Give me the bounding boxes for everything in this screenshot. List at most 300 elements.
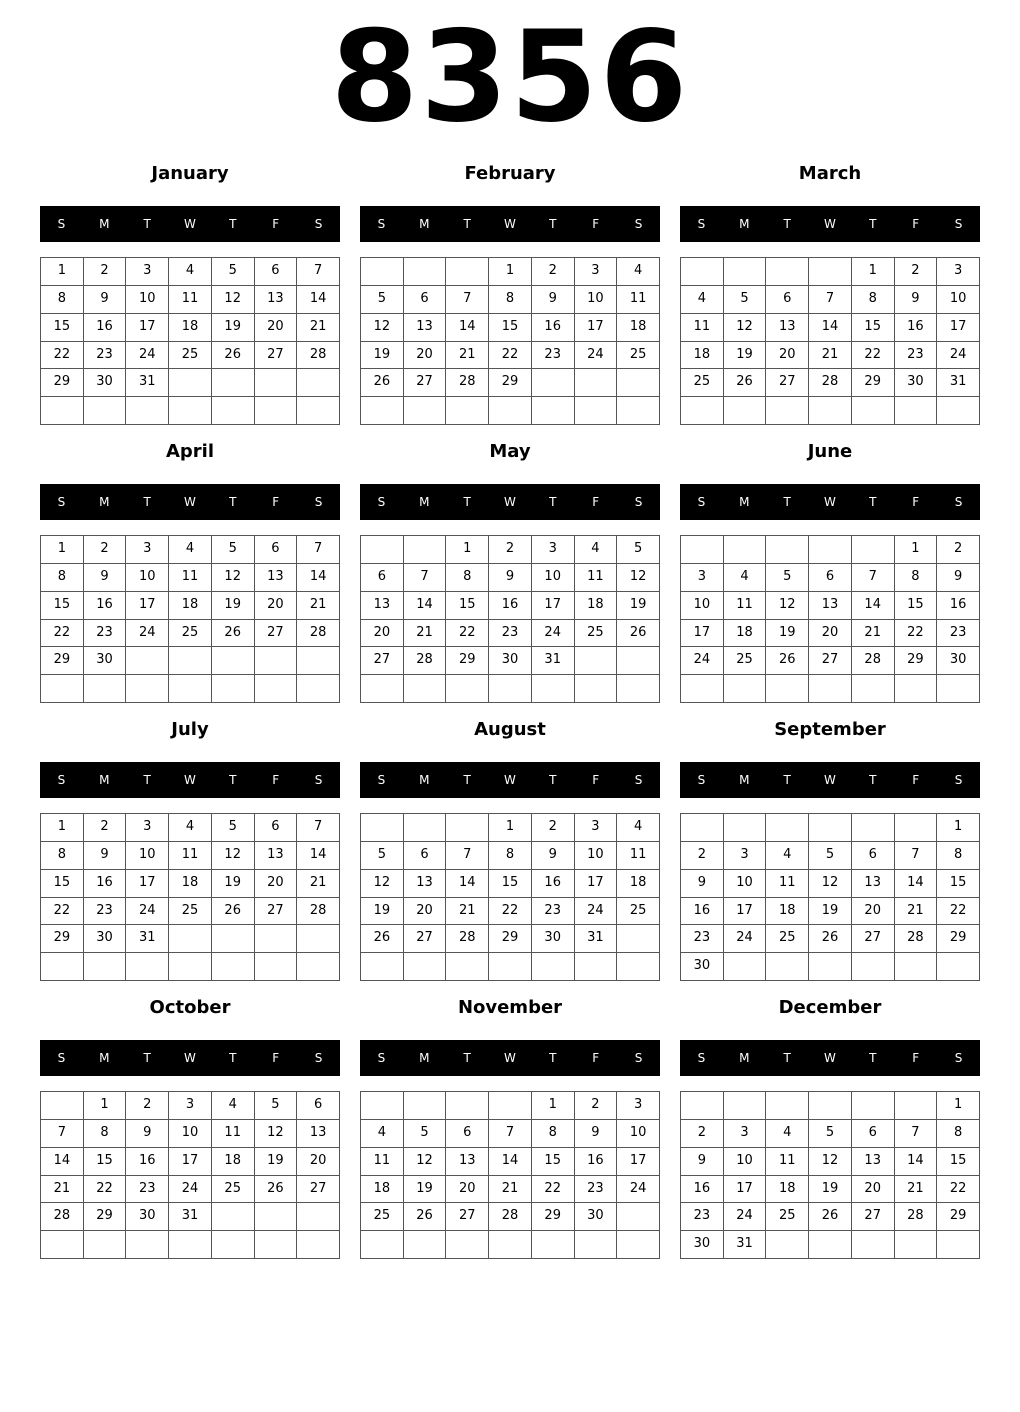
empty-cell xyxy=(404,536,447,564)
empty-cell xyxy=(766,536,809,564)
empty-cell xyxy=(361,953,404,981)
day-cell: 22 xyxy=(41,620,84,648)
day-cell: 20 xyxy=(809,620,852,648)
day-cell: 29 xyxy=(852,369,895,397)
day-cell: 14 xyxy=(852,592,895,620)
day-cell: 16 xyxy=(532,870,575,898)
weekday-label: M xyxy=(419,773,430,787)
day-cell: 9 xyxy=(532,842,575,870)
weekday-label: M xyxy=(99,495,110,509)
weekday-label: W xyxy=(184,217,196,231)
day-cell: 3 xyxy=(575,814,618,842)
empty-cell xyxy=(532,675,575,703)
day-cell: 2 xyxy=(681,842,724,870)
day-cell: 2 xyxy=(575,1092,618,1120)
days-grid xyxy=(360,1091,660,1259)
day-cell: 4 xyxy=(575,536,618,564)
weekday-header xyxy=(680,1040,980,1076)
day-cell: 21 xyxy=(446,898,489,926)
empty-cell xyxy=(169,925,212,953)
day-cell: 11 xyxy=(212,1120,255,1148)
day-cell: 17 xyxy=(126,592,169,620)
empty-cell xyxy=(212,925,255,953)
day-cell: 23 xyxy=(937,620,980,648)
day-cell: 12 xyxy=(809,870,852,898)
weekday-header xyxy=(360,1040,660,1076)
day-cell: 5 xyxy=(361,286,404,314)
day-cell: 28 xyxy=(809,369,852,397)
weekday-header xyxy=(360,206,660,242)
day-cell: 6 xyxy=(766,286,809,314)
day-cell: 29 xyxy=(489,369,532,397)
day-cell: 9 xyxy=(84,286,127,314)
day-cell: 1 xyxy=(937,814,980,842)
day-cell: 29 xyxy=(41,925,84,953)
weekday-header xyxy=(360,762,660,798)
day-cell: 10 xyxy=(617,1120,660,1148)
day-cell: 14 xyxy=(809,314,852,342)
weekday-label: S xyxy=(634,1051,643,1065)
day-cell: 7 xyxy=(404,564,447,592)
day-cell: 21 xyxy=(809,342,852,370)
empty-cell xyxy=(809,953,852,981)
weekday-label: W xyxy=(504,1051,516,1065)
day-cell: 30 xyxy=(126,1203,169,1231)
day-cell: 11 xyxy=(766,1148,809,1176)
empty-cell xyxy=(766,953,809,981)
day-cell: 15 xyxy=(937,1148,980,1176)
day-cell: 2 xyxy=(532,814,575,842)
day-cell: 10 xyxy=(724,1148,767,1176)
day-cell: 12 xyxy=(404,1148,447,1176)
day-cell: 4 xyxy=(169,814,212,842)
empty-cell xyxy=(489,953,532,981)
days-grid xyxy=(360,535,660,703)
day-cell: 15 xyxy=(489,314,532,342)
day-cell: 17 xyxy=(169,1148,212,1176)
days-grid xyxy=(360,813,660,981)
weekday-label: M xyxy=(99,217,110,231)
day-cell: 15 xyxy=(852,314,895,342)
empty-cell xyxy=(446,1231,489,1259)
day-cell: 2 xyxy=(937,536,980,564)
empty-cell xyxy=(617,675,660,703)
empty-cell xyxy=(809,258,852,286)
day-cell: 3 xyxy=(681,564,724,592)
day-cell: 21 xyxy=(404,620,447,648)
weekday-label: T xyxy=(463,1051,471,1065)
weekday-label: F xyxy=(592,773,600,787)
day-cell: 10 xyxy=(724,870,767,898)
day-cell: 23 xyxy=(84,342,127,370)
day-cell: 4 xyxy=(724,564,767,592)
empty-cell xyxy=(852,675,895,703)
empty-cell xyxy=(169,397,212,425)
weekday-label: T xyxy=(783,773,791,787)
empty-cell xyxy=(126,397,169,425)
weekday-label: F xyxy=(912,773,920,787)
day-cell: 27 xyxy=(404,369,447,397)
weekday-label: W xyxy=(504,217,516,231)
day-cell: 18 xyxy=(681,342,724,370)
day-cell: 1 xyxy=(41,814,84,842)
empty-cell xyxy=(126,675,169,703)
empty-cell xyxy=(212,647,255,675)
days-grid xyxy=(40,535,340,703)
weekday-label: F xyxy=(912,495,920,509)
weekday-label: S xyxy=(954,217,963,231)
day-cell: 21 xyxy=(297,870,340,898)
day-cell: 18 xyxy=(766,1176,809,1204)
weekday-label: W xyxy=(824,217,836,231)
weekday-label: F xyxy=(272,495,280,509)
day-cell: 2 xyxy=(895,258,938,286)
day-cell: 27 xyxy=(255,898,298,926)
empty-cell xyxy=(489,397,532,425)
empty-cell xyxy=(724,536,767,564)
day-cell: 4 xyxy=(212,1092,255,1120)
weekday-label: T xyxy=(229,1051,237,1065)
day-cell: 25 xyxy=(766,925,809,953)
day-cell: 14 xyxy=(446,314,489,342)
day-cell: 5 xyxy=(724,286,767,314)
days-grid xyxy=(40,1091,340,1259)
empty-cell xyxy=(169,647,212,675)
day-cell: 19 xyxy=(212,870,255,898)
day-cell: 11 xyxy=(724,592,767,620)
day-cell: 17 xyxy=(617,1148,660,1176)
day-cell: 4 xyxy=(361,1120,404,1148)
day-cell: 15 xyxy=(489,870,532,898)
empty-cell xyxy=(575,953,618,981)
day-cell: 12 xyxy=(361,314,404,342)
day-cell: 12 xyxy=(724,314,767,342)
day-cell: 15 xyxy=(41,592,84,620)
day-cell: 22 xyxy=(937,1176,980,1204)
days-grid xyxy=(680,535,980,703)
day-cell: 15 xyxy=(41,870,84,898)
weekday-label: T xyxy=(229,217,237,231)
empty-cell xyxy=(895,814,938,842)
day-cell: 24 xyxy=(532,620,575,648)
day-cell: 30 xyxy=(532,925,575,953)
day-cell: 17 xyxy=(575,314,618,342)
day-cell: 9 xyxy=(84,842,127,870)
day-cell: 28 xyxy=(446,925,489,953)
weekday-label: S xyxy=(57,773,66,787)
empty-cell xyxy=(361,814,404,842)
day-cell: 14 xyxy=(895,1148,938,1176)
day-cell: 19 xyxy=(617,592,660,620)
day-cell: 17 xyxy=(575,870,618,898)
empty-cell xyxy=(681,258,724,286)
day-cell: 9 xyxy=(895,286,938,314)
empty-cell xyxy=(404,814,447,842)
empty-cell xyxy=(575,675,618,703)
day-cell: 14 xyxy=(404,592,447,620)
day-cell: 8 xyxy=(41,842,84,870)
weekday-label: T xyxy=(869,773,877,787)
day-cell: 20 xyxy=(852,1176,895,1204)
day-cell: 6 xyxy=(361,564,404,592)
day-cell: 31 xyxy=(575,925,618,953)
day-cell: 29 xyxy=(41,369,84,397)
empty-cell xyxy=(212,953,255,981)
day-cell: 25 xyxy=(766,1203,809,1231)
empty-cell xyxy=(937,953,980,981)
empty-cell xyxy=(126,647,169,675)
empty-cell xyxy=(532,369,575,397)
day-cell: 16 xyxy=(84,314,127,342)
day-cell: 28 xyxy=(446,369,489,397)
empty-cell xyxy=(724,397,767,425)
weekday-label: F xyxy=(592,217,600,231)
weekday-label: S xyxy=(377,495,386,509)
empty-cell xyxy=(575,397,618,425)
day-cell: 18 xyxy=(724,620,767,648)
day-cell: 10 xyxy=(532,564,575,592)
weekday-label: S xyxy=(697,773,706,787)
days-grid xyxy=(680,1091,980,1259)
day-cell: 1 xyxy=(489,258,532,286)
empty-cell xyxy=(169,1231,212,1259)
day-cell: 3 xyxy=(575,258,618,286)
empty-cell xyxy=(809,814,852,842)
day-cell: 9 xyxy=(126,1120,169,1148)
day-cell: 31 xyxy=(126,369,169,397)
weekday-label: W xyxy=(824,1051,836,1065)
empty-cell xyxy=(766,814,809,842)
day-cell: 13 xyxy=(297,1120,340,1148)
day-cell: 3 xyxy=(126,814,169,842)
year-title: 8356 xyxy=(330,3,690,150)
empty-cell xyxy=(361,1092,404,1120)
day-cell: 8 xyxy=(446,564,489,592)
day-cell: 5 xyxy=(361,842,404,870)
day-cell: 6 xyxy=(809,564,852,592)
day-cell: 15 xyxy=(895,592,938,620)
day-cell: 14 xyxy=(297,286,340,314)
weekday-label: M xyxy=(99,1051,110,1065)
empty-cell xyxy=(446,258,489,286)
day-cell: 26 xyxy=(809,925,852,953)
empty-cell xyxy=(297,675,340,703)
day-cell: 2 xyxy=(532,258,575,286)
day-cell: 17 xyxy=(126,314,169,342)
day-cell: 28 xyxy=(895,1203,938,1231)
day-cell: 18 xyxy=(169,592,212,620)
day-cell: 17 xyxy=(724,898,767,926)
day-cell: 8 xyxy=(84,1120,127,1148)
day-cell: 28 xyxy=(489,1203,532,1231)
empty-cell xyxy=(852,397,895,425)
empty-cell xyxy=(617,925,660,953)
empty-cell xyxy=(404,258,447,286)
day-cell: 27 xyxy=(446,1203,489,1231)
empty-cell xyxy=(895,675,938,703)
empty-cell xyxy=(297,953,340,981)
weekday-label: M xyxy=(739,1051,750,1065)
day-cell: 24 xyxy=(126,342,169,370)
day-cell: 16 xyxy=(126,1148,169,1176)
weekday-label: S xyxy=(954,495,963,509)
day-cell: 22 xyxy=(84,1176,127,1204)
day-cell: 31 xyxy=(532,647,575,675)
weekday-header xyxy=(360,484,660,520)
empty-cell xyxy=(212,675,255,703)
empty-cell xyxy=(212,397,255,425)
empty-cell xyxy=(617,397,660,425)
weekday-label: T xyxy=(783,217,791,231)
empty-cell xyxy=(852,536,895,564)
empty-cell xyxy=(852,814,895,842)
day-cell: 21 xyxy=(895,1176,938,1204)
day-cell: 1 xyxy=(937,1092,980,1120)
empty-cell xyxy=(489,675,532,703)
day-cell: 16 xyxy=(84,870,127,898)
empty-cell xyxy=(937,1231,980,1259)
day-cell: 10 xyxy=(126,564,169,592)
day-cell: 13 xyxy=(255,842,298,870)
month-title: October xyxy=(149,997,231,1018)
weekday-label: F xyxy=(272,217,280,231)
day-cell: 10 xyxy=(575,842,618,870)
day-cell: 13 xyxy=(361,592,404,620)
day-cell: 17 xyxy=(937,314,980,342)
day-cell: 10 xyxy=(169,1120,212,1148)
empty-cell xyxy=(169,675,212,703)
empty-cell xyxy=(617,369,660,397)
day-cell: 27 xyxy=(297,1176,340,1204)
day-cell: 26 xyxy=(724,369,767,397)
weekday-label: T xyxy=(143,773,151,787)
day-cell: 22 xyxy=(532,1176,575,1204)
weekday-header xyxy=(40,484,340,520)
empty-cell xyxy=(809,536,852,564)
day-cell: 27 xyxy=(852,925,895,953)
day-cell: 23 xyxy=(681,925,724,953)
empty-cell xyxy=(575,647,618,675)
day-cell: 5 xyxy=(404,1120,447,1148)
day-cell: 28 xyxy=(41,1203,84,1231)
day-cell: 28 xyxy=(297,620,340,648)
day-cell: 30 xyxy=(84,925,127,953)
empty-cell xyxy=(809,1231,852,1259)
weekday-label: F xyxy=(912,1051,920,1065)
day-cell: 25 xyxy=(169,342,212,370)
days-grid xyxy=(40,813,340,981)
empty-cell xyxy=(852,953,895,981)
day-cell: 5 xyxy=(255,1092,298,1120)
day-cell: 23 xyxy=(895,342,938,370)
day-cell: 24 xyxy=(126,620,169,648)
day-cell: 15 xyxy=(937,870,980,898)
day-cell: 26 xyxy=(361,925,404,953)
empty-cell xyxy=(404,675,447,703)
weekday-label: M xyxy=(739,773,750,787)
weekday-label: S xyxy=(314,217,323,231)
month-title: April xyxy=(165,441,215,462)
day-cell: 4 xyxy=(169,258,212,286)
day-cell: 30 xyxy=(681,953,724,981)
weekday-label: S xyxy=(57,1051,66,1065)
day-cell: 5 xyxy=(212,536,255,564)
empty-cell xyxy=(361,1231,404,1259)
day-cell: 17 xyxy=(724,1176,767,1204)
day-cell: 1 xyxy=(446,536,489,564)
empty-cell xyxy=(84,675,127,703)
empty-cell xyxy=(446,814,489,842)
day-cell: 25 xyxy=(617,342,660,370)
empty-cell xyxy=(297,647,340,675)
empty-cell xyxy=(766,675,809,703)
weekday-label: W xyxy=(184,773,196,787)
day-cell: 15 xyxy=(41,314,84,342)
empty-cell xyxy=(169,953,212,981)
day-cell: 20 xyxy=(297,1148,340,1176)
day-cell: 22 xyxy=(852,342,895,370)
empty-cell xyxy=(532,397,575,425)
day-cell: 2 xyxy=(84,814,127,842)
weekday-label: T xyxy=(143,495,151,509)
day-cell: 12 xyxy=(617,564,660,592)
day-cell: 28 xyxy=(297,342,340,370)
day-cell: 3 xyxy=(724,842,767,870)
day-cell: 15 xyxy=(84,1148,127,1176)
day-cell: 20 xyxy=(446,1176,489,1204)
day-cell: 14 xyxy=(489,1148,532,1176)
day-cell: 28 xyxy=(404,647,447,675)
day-cell: 7 xyxy=(446,286,489,314)
month-title: February xyxy=(464,163,556,184)
day-cell: 11 xyxy=(575,564,618,592)
weekday-label: W xyxy=(824,773,836,787)
day-cell: 11 xyxy=(169,564,212,592)
day-cell: 25 xyxy=(169,898,212,926)
weekday-label: T xyxy=(783,1051,791,1065)
day-cell: 18 xyxy=(575,592,618,620)
day-cell: 7 xyxy=(809,286,852,314)
day-cell: 21 xyxy=(297,314,340,342)
month-title: June xyxy=(807,441,853,462)
day-cell: 27 xyxy=(404,925,447,953)
empty-cell xyxy=(724,1092,767,1120)
day-cell: 7 xyxy=(852,564,895,592)
empty-cell xyxy=(681,814,724,842)
day-cell: 3 xyxy=(937,258,980,286)
day-cell: 8 xyxy=(489,286,532,314)
day-cell: 6 xyxy=(404,842,447,870)
empty-cell xyxy=(724,953,767,981)
day-cell: 9 xyxy=(937,564,980,592)
weekday-label: W xyxy=(184,1051,196,1065)
day-cell: 23 xyxy=(84,898,127,926)
day-cell: 6 xyxy=(446,1120,489,1148)
empty-cell xyxy=(724,675,767,703)
empty-cell xyxy=(41,1231,84,1259)
day-cell: 8 xyxy=(41,286,84,314)
weekday-label: S xyxy=(57,495,66,509)
empty-cell xyxy=(169,369,212,397)
month-title: January xyxy=(151,163,229,184)
day-cell: 29 xyxy=(937,1203,980,1231)
day-cell: 29 xyxy=(937,925,980,953)
day-cell: 1 xyxy=(895,536,938,564)
day-cell: 5 xyxy=(617,536,660,564)
day-cell: 30 xyxy=(895,369,938,397)
day-cell: 11 xyxy=(361,1148,404,1176)
day-cell: 10 xyxy=(575,286,618,314)
